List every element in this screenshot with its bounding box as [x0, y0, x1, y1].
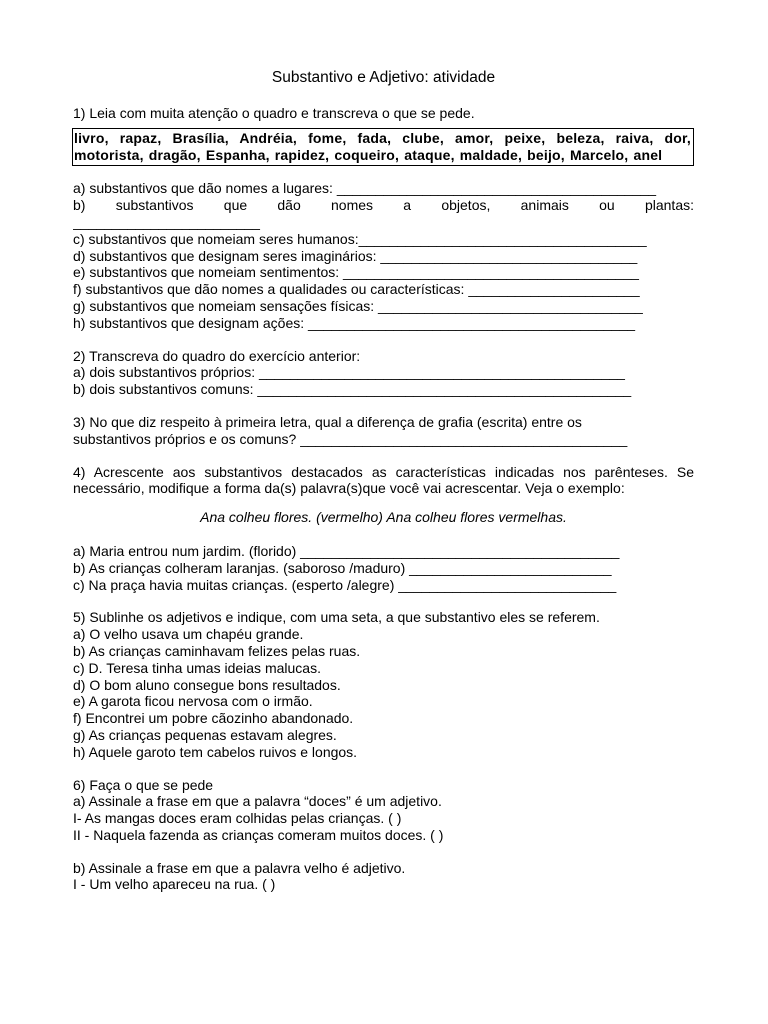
q5-item-h: h) Aquele garoto tem cabelos ruivos e longos. — [73, 743, 358, 760]
q1-prompt: 1) Leia com muita atenção o quadro e transcreva o que se pede. — [73, 105, 475, 121]
q4-example: Ana colheu flores. (vermelho) Ana colheu flores vermelhas. — [200, 509, 567, 526]
q5-item-a: a) O velho usava um chapéu grande. — [73, 626, 304, 643]
spacer — [73, 448, 694, 464]
q2-item-a: a) dois substantivos próprios: _______________________________________________ — [73, 364, 625, 381]
spacer — [73, 332, 694, 348]
worksheet-content — [73, 69, 694, 893]
q5-item-e: e) A garota ficou nervosa com o irmão. — [73, 693, 313, 710]
page-title: Substantivo e Adjetivo: atividade — [271, 69, 496, 86]
word-box: livro, rapaz, Brasília, Andréia, fome, fada, clube, amor, peixe, beleza, raiva, dor, motorista, dragão, Espanha, rapidez, coqueiro, ataque, maldade, beijo, Marcelo, anel — [72, 128, 694, 167]
spacer — [73, 593, 694, 609]
q4-prompt: 4) Acrescente aos substantivos destacados as características indicadas nos parênteses. Se necessário, modifique a forma da(s) palavra(s)que você vai acrescentar. Veja o exemplo: — [73, 463, 694, 497]
q1-item-g: g) substantivos que nomeiam sensações físicas: __________________________________ — [73, 297, 643, 314]
q3-line-2: substantivos próprios e os comuns? __________________________________________ — [73, 430, 628, 447]
q4-item-c: c) Na praça havia muitas crianças. (esperto /alegre) ____________________________ — [73, 576, 617, 593]
spacer — [73, 398, 694, 414]
q3-line-1: 3) No que diz respeito à primeira letra, qual a diferença de grafia (escrita) entre os — [73, 413, 582, 430]
q6-a-item-1: I- As mangas doces eram colhidas pelas crianças. ( ) — [73, 810, 402, 827]
q1-item-a: a) substantivos que dão nomes a lugares: _________________________________________ — [73, 180, 657, 197]
q1-item-e: e) substantivos que nomeiam sentimentos: ______________________________________ — [73, 264, 639, 281]
q6-prompt: 6) Faça o que se pede — [73, 776, 214, 793]
q5-item-c: c) D. Teresa tinha umas ideias malucas. — [73, 659, 321, 676]
q5-prompt: 5) Sublinhe os adjetivos e indique, com uma seta, a que substantivo eles se referem. — [73, 609, 600, 626]
q4-item-a: a) Maria entrou num jardim. (florido) _________________________________________ — [73, 542, 620, 559]
q2-item-b: b) dois substantivos comuns: ________________________________________________ — [73, 381, 632, 398]
spacer — [73, 844, 694, 860]
q2-prompt: 2) Transcreva do quadro do exercício anterior: — [73, 347, 361, 364]
q6-a-item-2: II - Naquela fazenda as crianças comeram muitos doces. ( ) — [73, 826, 444, 843]
q1-item-b: b) substantivos que dão nomes a objetos, animais ou plantas: — [73, 197, 694, 214]
q6-b-prompt: b) Assinale a frase em que a palavra velho é adjetivo. — [73, 859, 406, 876]
q1-item-b-line: ________________________ — [73, 213, 260, 230]
q5-item-f: f) Encontrei um pobre cãozinho abandonado. — [73, 710, 354, 727]
spacer — [73, 761, 694, 777]
q1-item-f: f) substantivos que dão nomes a qualidades ou características: ______________________ — [73, 281, 640, 298]
q1-item-d: d) substantivos que designam seres imaginários: _________________________________ — [73, 247, 638, 264]
q4-item-b: b) As crianças colheram laranjas. (saboroso /maduro) __________________________ — [73, 559, 612, 576]
q5-item-d: d) O bom aluno consegue bons resultados. — [73, 676, 341, 693]
q1-item-c: c) substantivos que nomeiam seres humanos:_____________________________________ — [73, 230, 647, 247]
q5-item-b: b) As crianças caminhavam felizes pelas ruas. — [73, 642, 361, 659]
q5-item-g: g) As crianças pequenas estavam alegres. — [73, 726, 337, 743]
q1-item-h: h) substantivos que designam ações: __________________________________________ — [73, 314, 636, 331]
q6-b-item-1: I - Um velho apareceu na rua. ( ) — [73, 876, 276, 893]
q6-a-prompt: a) Assinale a frase em que a palavra “doces” é um adjetivo. — [73, 793, 442, 810]
